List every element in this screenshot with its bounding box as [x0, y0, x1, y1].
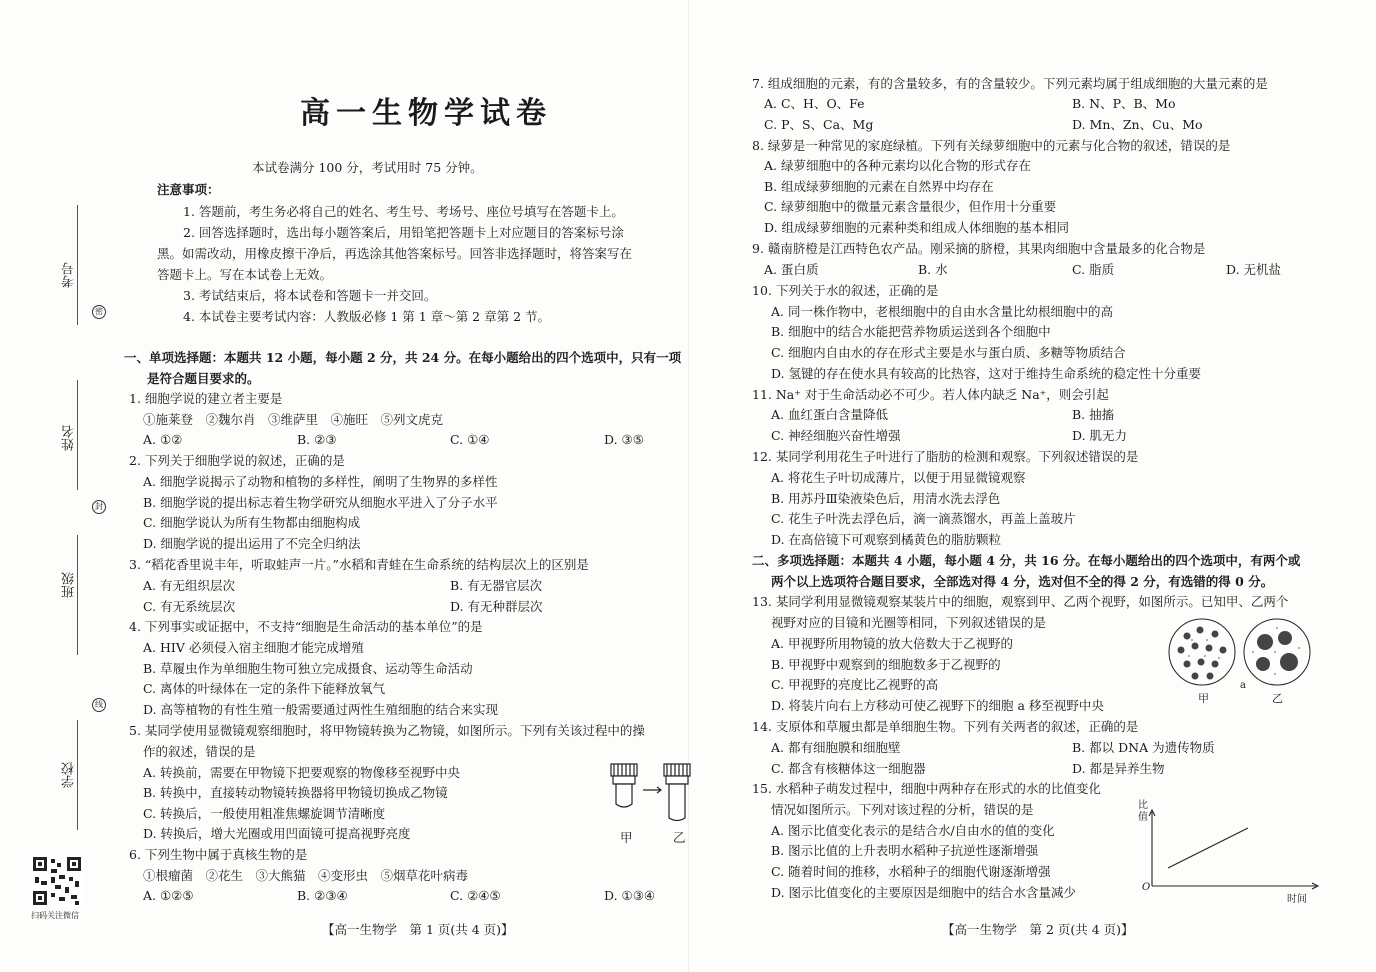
option: A. 甲视野所用物镜的放大倍数大于乙视野的	[771, 636, 1013, 651]
question-14-stem: 14. 支原体和草履虫都是单细胞生物。下列有关两者的叙述，正确的是	[752, 719, 1139, 734]
option: A. 细胞学说揭示了动物和植物的多样性，阐明了生物界的多样性	[143, 474, 498, 489]
option: B. ②③④	[297, 888, 348, 903]
notice-line: 2. 回答选择题时，选出每小题答案后，用铅笔把答题卡上对应题目的答案标号涂	[183, 225, 624, 240]
question-11-stem: 11. Na⁺ 对于生命活动必不可少。若人体内缺乏 Na⁺，则会引起	[752, 387, 1109, 402]
option: C. 脂质	[1072, 262, 1115, 277]
side-label-xingming: 姓名	[62, 425, 77, 451]
side-line	[77, 205, 78, 325]
option: B. 组成绿萝细胞的元素在自然界中均存在	[764, 179, 994, 194]
option: A. 将花生子叶切成薄片，以便于用显微镜观察	[771, 470, 1026, 485]
option: D. 组成绿萝细胞的元素种类和组成人体细胞的基本相同	[764, 220, 1070, 235]
option: B. 抽搐	[1072, 407, 1115, 422]
notice-line: 答题卡上。写在本试卷上无效。	[157, 267, 333, 282]
option: D. 肌无力	[1072, 428, 1128, 443]
objective-lens-figure	[605, 760, 700, 832]
section-2-heading: 二、多项选择题：本题共 4 小题，每小题 4 分，共 16 分。在每小题给出的四个选项中，有两个或	[752, 553, 1301, 568]
question-3-stem: 3. “稻花香里说丰年，听取蛙声一片。”水稻和青蛙在生命系统的结构层次上的区别是	[129, 557, 589, 572]
figure-label-yi: 乙	[1272, 692, 1283, 705]
option: B. 图示比值的上升表明水稻种子抗逆性逐渐增强	[771, 843, 1039, 858]
option: C. 甲视野的亮度比乙视野的高	[771, 677, 939, 692]
figure-label-a: a	[1240, 680, 1246, 691]
side-line	[77, 380, 78, 490]
notice-line: 1. 答题前，考生务必将自己的姓名、考生号、考场号、座位号填写在答题卡上。	[183, 204, 624, 219]
option: A. 有无组织层次	[143, 578, 235, 593]
side-label-xuexiao: 学校	[62, 762, 77, 788]
page-footer-1: 【高一生物学 第 1 页(共 4 页)】	[322, 922, 514, 937]
option: B. 水	[918, 262, 948, 277]
qr-code-icon[interactable]	[31, 855, 83, 907]
seal-mark-xian: 线	[92, 698, 106, 712]
option: A. HIV 必须侵入宿主细胞才能完成增殖	[143, 640, 364, 655]
graph-ylabel: 值	[1138, 812, 1148, 823]
option: A. ①②	[143, 432, 183, 447]
option: B. 细胞中的结合水能把营养物质运送到各个细胞中	[771, 324, 1051, 339]
option: D. 转换后，增大光圈或用凹面镜可提高视野亮度	[143, 826, 411, 841]
option: D. ③⑤	[604, 432, 644, 447]
figure-label-yi: 乙	[673, 830, 686, 845]
section-1-heading: 是符合题目要求的。	[147, 371, 260, 386]
qr-caption: 扫码关注微信	[31, 911, 79, 920]
side-line	[77, 720, 78, 830]
option: A. 同一株作物中，老根细胞中的自由水含量比幼根细胞中的高	[771, 304, 1113, 319]
option: C. 都含有核糖体这一细胞器	[771, 761, 926, 776]
notice-line: 黑。如需改动，用橡皮擦干净后，再选涂其他答案标号。回答非选择题时，将答案写在	[157, 246, 633, 261]
option: D. 在高倍镜下可观察到橘黄色的脂肪颗粒	[771, 532, 1002, 547]
section-1-heading: 一、单项选择题：本题共 12 小题，每小题 2 分，共 24 分。在每小题给出的四个选项中，只有一项	[124, 350, 682, 365]
option: B. 转换中，直接转动物镜转换器将甲物镜切换成乙物镜	[143, 785, 448, 800]
option: C. 离体的叶绿体在一定的条件下能释放氧气	[143, 681, 386, 696]
figure-label-jia: 甲	[620, 830, 633, 845]
option: A. ①②⑤	[143, 888, 194, 903]
option: A. 转换前，需要在甲物镜下把要观察的物像移至视野中央	[143, 765, 460, 780]
option: B. 用苏丹Ⅲ染液染色后，用清水洗去浮色	[771, 491, 1001, 506]
option: C. ①④	[450, 432, 490, 447]
side-label-kaohao: 考号	[62, 262, 77, 288]
question-9-stem: 9. 赣南脐橙是江西特色农产品。刚采摘的脐橙，其果肉细胞中含量最多的化合物是	[752, 241, 1206, 256]
question-1-stem: 1. 细胞学说的建立者主要是	[129, 391, 283, 406]
question-6-items: ①根瘤菌 ②花生 ③大熊猫 ④变形虫 ⑤烟草花叶病毒	[143, 868, 469, 883]
question-13-stem: 13. 某同学利用显微镜观察某装片中的细胞，观察到甲、乙两个视野，如图所示。已知甲、乙两个	[752, 594, 1289, 609]
question-2-stem: 2. 下列关于细胞学说的叙述，正确的是	[129, 453, 345, 468]
option: D. 高等植物的有性生殖一般需要通过两性生殖细胞的结合来实现	[143, 702, 499, 717]
side-label-banji: 班级	[62, 572, 77, 598]
page-footer-2: 【高一生物学 第 2 页(共 4 页)】	[942, 922, 1134, 937]
option: B. 甲视野中观察到的细胞数多于乙视野的	[771, 657, 1001, 672]
ratio-time-graph	[1138, 800, 1328, 895]
score-info: 本试卷满分 100 分，考试用时 75 分钟。	[252, 160, 483, 175]
option: C. 转换后，一般使用粗准焦螺旋调节清晰度	[143, 806, 386, 821]
option: D. 图示比值变化的主要原因是细胞中的结合水含量减少	[771, 885, 1077, 900]
side-line	[77, 535, 78, 655]
option: D. ①③④	[604, 888, 656, 903]
figure-label-jia: 甲	[1198, 692, 1209, 705]
seal-mark-mi: 密	[92, 305, 106, 319]
option: A. 图示比值变化表示的是结合水/自由水的值的变化	[771, 823, 1055, 838]
option: A. 绿萝细胞中的各种元素均以化合物的形式存在	[764, 158, 1031, 173]
option: C. 随着时间的推移，水稻种子的细胞代谢逐渐增强	[771, 864, 1051, 879]
option: A. 血红蛋白含量降低	[771, 407, 888, 422]
notice-line: 4. 本试卷主要考试内容：人教版必修 1 第 1 章～第 2 章第 2 节。	[183, 309, 550, 324]
question-12-stem: 12. 某同学利用花生子叶进行了脂肪的检测和观察。下列叙述错误的是	[752, 449, 1139, 464]
option: D. 都是异养生物	[1072, 761, 1165, 776]
graph-ylabel: 比	[1138, 800, 1148, 811]
option: C. 绿萝细胞中的微量元素含量很少，但作用十分重要	[764, 199, 1057, 214]
option: C. 细胞内自由水的存在形式主要是水与蛋白质、多糖等物质结合	[771, 345, 1126, 360]
option: C. ②④⑤	[450, 888, 501, 903]
question-5-stem: 作的叙述，错误的是	[143, 744, 256, 759]
graph-origin: O	[1142, 882, 1151, 893]
option: B. 细胞学说的提出标志着生物学研究从细胞水平进入了分子水平	[143, 495, 498, 510]
option: D. 氢键的存在使水具有较高的比热容，这对于维持生命系统的稳定性十分重要	[771, 366, 1202, 381]
notice-title: 注意事项：	[157, 182, 220, 197]
option: B. ②③	[297, 432, 337, 447]
option: A. 蛋白质	[764, 262, 819, 277]
option: C. 细胞学说认为所有生物都由细胞构成	[143, 515, 361, 530]
question-15-stem: 15. 水稻种子萌发过程中，细胞中两种存在形式的水的比值变化	[752, 781, 1101, 796]
exam-title: 高一生物学试卷	[300, 96, 552, 131]
option: C. 有无系统层次	[143, 599, 236, 614]
option: D. 有无种群层次	[450, 599, 543, 614]
question-7-stem: 7. 组成细胞的元素，有的含量较多，有的含量较少。下列元素均属于组成细胞的大量元素的是	[752, 76, 1268, 91]
question-5-stem: 5. 某同学使用显微镜观察细胞时，将甲物镜转换为乙物镜，如图所示。下列有关该过程中的操	[129, 723, 645, 738]
question-8-stem: 8. 绿萝是一种常见的家庭绿植。下列有关绿萝细胞中的元素与化合物的叙述，错误的是	[752, 138, 1231, 153]
option: A. 都有细胞膜和细胞壁	[771, 740, 901, 755]
option: A. C、H、O、Fe	[764, 96, 865, 111]
section-2-heading: 两个以上选项符合题目要求，全部选对得 4 分，选对但不全的得 2 分，有选错的得 0 分。	[771, 574, 1274, 589]
option: C. P、S、Ca、Mg	[764, 117, 874, 132]
option: D. 无机盐	[1226, 262, 1282, 277]
notice-line: 3. 考试结束后，将本试卷和答题卡一并交回。	[183, 288, 437, 303]
option: D. Mn、Zn、Cu、Mo	[1072, 117, 1203, 132]
option: D. 将装片向右上方移动可使乙视野下的细胞 a 移至视野中央	[771, 698, 1104, 713]
question-6-stem: 6. 下列生物中属于真核生物的是	[129, 847, 308, 862]
question-4-stem: 4. 下列事实或证据中，不支持“细胞是生命活动的基本单位”的是	[129, 619, 483, 634]
option: B. 草履虫作为单细胞生物可独立完成摄食、运动等生命活动	[143, 661, 473, 676]
seal-mark-feng: 封	[92, 500, 106, 514]
option: D. 细胞学说的提出运用了不完全归纳法	[143, 536, 361, 551]
question-1-items: ①施莱登 ②魏尔肖 ③维萨里 ④施旺 ⑤列文虎克	[143, 412, 444, 427]
option: C. 神经细胞兴奋性增强	[771, 428, 901, 443]
option: B. 都以 DNA 为遗传物质	[1072, 740, 1215, 755]
option: B. 有无器官层次	[450, 578, 543, 593]
option: B. N、P、B、Mo	[1072, 96, 1176, 111]
option: C. 花生子叶洗去浮色后，滴一滴蒸馏水，再盖上盖玻片	[771, 511, 1076, 526]
question-13-stem: 视野对应的目镜和光圈等相同，下列叙述错误的是	[771, 615, 1047, 630]
question-15-stem: 情况如图所示。下列对该过程的分析，错误的是	[771, 802, 1034, 817]
question-10-stem: 10. 下列关于水的叙述，正确的是	[752, 283, 939, 298]
graph-xlabel: 时间	[1287, 894, 1307, 905]
